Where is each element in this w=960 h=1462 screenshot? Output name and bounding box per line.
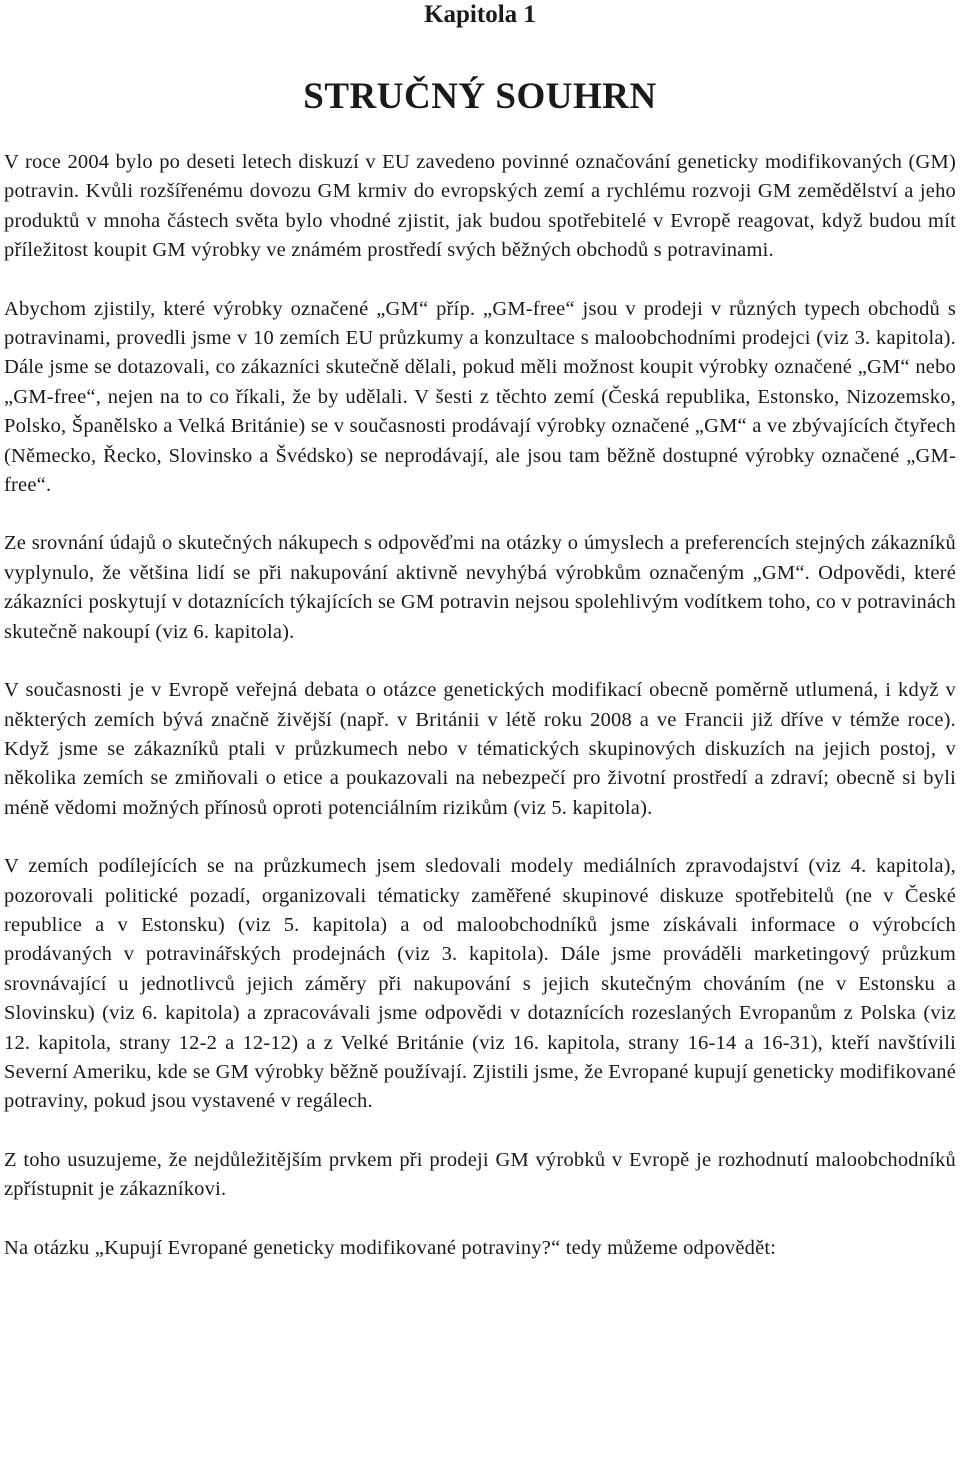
paragraph-conclusion: Z toho usuzujeme, že nejdůležitějším prvkem při prodeji GM výrobků v Evropě je rozhodnutí maloobchodníků zpřístupnit je zákazníkovi.: [4, 1148, 956, 1201]
paragraph-public-debate: V současnosti je v Evropě veřejná debata o otázce genetických modifikací obecně poměrně utlumená, i když v některých zemích bývá značně živější (např. v Británii v létě roku 2008 a ve Francii již dříve v témže roce). Když jsme se zákazníků ptali v průzkumech nebo v tématických skupinových diskuzích na jejich postoj, v několika zemích se zmiňovali o etice a poukazovali na nebezpečí pro životní prostředí a zdraví; obecně si byli méně vědomi možných přínosů oproti potenciálním rizikům (viz 5. kapitola).: [4, 679, 956, 819]
paragraph-question: Na otázku „Kupují Evropané geneticky modifikované potraviny?“ tedy můžeme odpovědět:: [4, 1236, 777, 1259]
paragraph-comparison: Ze srovnání údajů o skutečných nákupech s odpověďmi na otázky o úmyslech a preferencích stejných zákazníků vyplynulo, že většina lidí se při nakupování aktivně nevyhýbá výrobkům označeným „GM“. Odpovědi, které zákazníci poskytují v dotaznících týkajících se GM potravin nejsou spolehlivým vodítkem toho, co v potravinách skutečně nakoupí (viz 6. kapitola).: [4, 532, 956, 643]
paragraph-surveys: Abychom zjistily, které výrobky označené „GM“ příp. „GM-free“ jsou v prodeji v různých typech obchodů s potravinami, provedli jsme v 10 zemích EU průzkumy a konzultace s maloobchodními prodejci (viz 3. kapitola). Dále jsme se dotazovali, co zákazníci skutečně dělali, pokud měli možnost koupit výrobky označené „GM“ nebo „GM-free“, nejen na to co říkali, že by udělali. V šesti z těchto zemí (Česká republika, Estonsko, Nizozemsko, Polsko, Španělsko a Velká Británie) se v současnosti prodávají výrobky označené „GM“ a ve zbývajících čtyřech (Německo, Řecko, Slovinsko a Švédsko) se neprodávají, ale jsou tam běžně dostupné výrobky označené „GM-free“.: [4, 297, 956, 497]
paragraph-methods: V zemích podílejících se na průzkumech jsem sledovali modely mediálních zpravodajství (viz 4. kapitola), pozorovali politické pozadí, organizovali tématicky zaměřené skupinové diskuze spotřebitelů (ne v České republice a v Estonsku) (viz 5. kapitola) a od maloobchodníků jsme získávali informace o výrobcích prodávaných v potravinářských prodejnách (viz 3. kapitola). Dále jsme prováděli marketingový průzkum srovnávající u jednotlivců jejich záměry při nakupování s jejich skutečným chováním (ne v Estonsku a Slovinsku) (viz 6. kapitola) a zpracovávali jsme odpovědi v dotaznících rozeslaných Evropanům z Polska (viz 12. kapitola, strany 12-2 a 12-12) a z Velké Británie (viz 16. kapitola, strany 16-14 a 16-31), kteří navštívili Severní Ameriku, kde se GM výrobky běžně používají. Zjistili jsme, že Evropané kupují geneticky modifikované potraviny, pokud jsou vystavené v regálech.: [4, 855, 956, 1113]
document-page: [4, 0, 956, 1263]
chapter-label: Kapitola 1: [424, 1, 536, 28]
paragraph-intro: V roce 2004 bylo po deseti letech diskuzí v EU zavedeno povinné označování geneticky modifikovaných (GM) potravin. Kvůli rozšířenému dovozu GM krmiv do evropských zemí a rychlému rozvoji GM zemědělství a jeho produktů v mnoha částech světa bylo vhodné zjistit, jak budou spotřebitelé v Evropě reagovat, když budou mít příležitost koupit GM výrobky ve známém prostředí svých běžných obchodů s potravinami.: [4, 151, 956, 262]
chapter-title: STRUČNÝ SOUHRN: [303, 76, 657, 117]
